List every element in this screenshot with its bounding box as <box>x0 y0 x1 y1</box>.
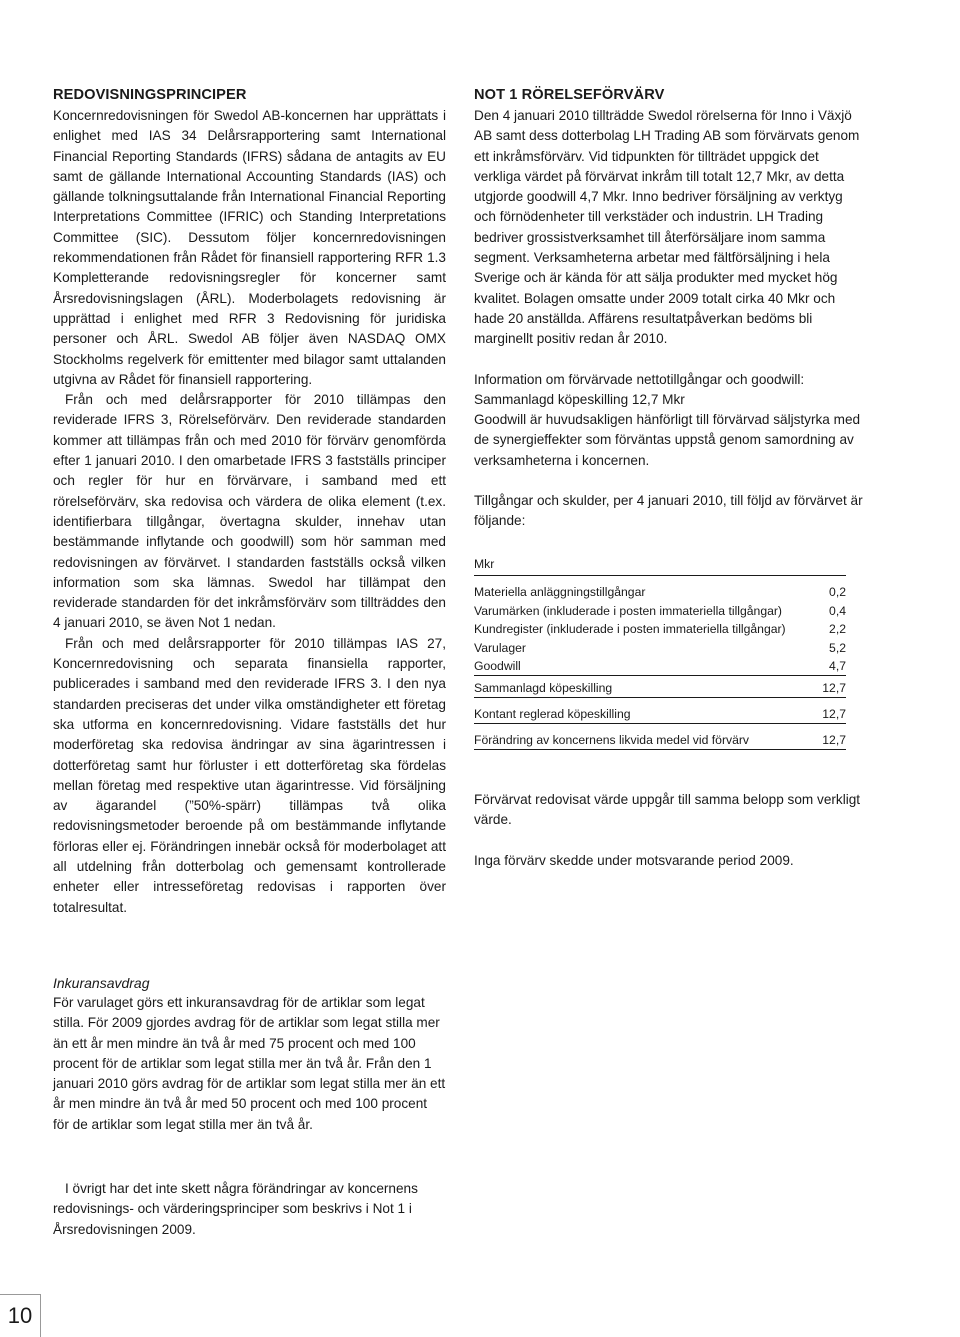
spacer <box>474 831 868 851</box>
table-row <box>474 601 846 620</box>
table-row <box>474 638 846 657</box>
table-change-row <box>474 728 846 750</box>
paragraph-fair-value: Förvärvat redovisat värde uppgår till samma belopp som verkligt värde. <box>474 792 861 828</box>
row-value: 0,2 <box>829 585 846 600</box>
cash-label: Kontant reglerad köpeskilling <box>474 707 631 722</box>
table-unit-header: Mkr <box>474 556 846 576</box>
paragraph-assets-intro: Tillgångar och skulder, per 4 januari 2010, till följd av förvärvet är följande: <box>474 493 863 529</box>
info-line-goodwill: Goodwill är huvudsakligen hänförligt till förvärvad säljstyrka med de synergieffekter som förväntas uppstå genom samordning av verksamheterna i koncernen. <box>474 412 861 468</box>
row-label: Materiella anläggningstillgångar <box>474 585 646 600</box>
info-line-heading: Information om förvärvade nettotillgångar och goodwill: <box>474 371 805 387</box>
change-value: 12,7 <box>822 733 846 748</box>
paragraph-not1-intro: Den 4 januari 2010 tillträdde Swedol rörelserna för Inno i Växjö AB samt dess dotterbolag LH Trading AB som förvärvats genom ett inkråmsförvärv. Vid tidpunkten för tillträdet uppgick det verkliga värdet på förvärvat inkråm till totalt 12,7 Mkr, av detta utgjorde goodwill 4,7 Mkr. Inno bedriver försäljning av verktyg och förnödenheter till verkstäder och industrin. LH Trading bedriver grossistverksamhet till återförsäljare inom samma segment. Verksamheterna arbetar med fältförsäljning i hela Sverige och är kända för att sälja produkter med mycket hög kvalitet. Bolagen omsatte under 2009 totalt cirka 40 Mkr och hade 20 anställda. Affärens resultatpåverkan bedöms bli marginellt positiv redan år 2010. <box>474 108 860 347</box>
paragraph-principles: Koncernredovisningen för Swedol AB-koncernen har upprättats i enlighet med IAS 34 Delårsrapportering samt International Financial Reporting Standards (IFRS) sådana de antagits av EU samt de gällande International Accounting Standards (IAS) och gällande tolkningsuttalande från International Financial Reporting Interpretations Committee (IFRIC) och Standing Interpretations Committee (SIC). Dessutom följer koncernredovisningen rekommendationen från Rådet för finansiell rapportering RFR 1.3 Kompletterande redovisningsregler för koncerner samt Årsredovisningslagen (ÅRL). Moderbolagets redovisning är upprättad i enlighet med RFR 3 Redovisning för juridiska personer och ÅRL. Swedol AB följer även NASDAQ OMX Stockholms regelverk för emittenter med bilagor samt uttalanden utgivna av Rådet för finansiell rapportering. <box>53 108 446 387</box>
paragraph-no-acquisitions-2009: Inga förvärv skedde under motsvarande period 2009. <box>474 852 794 868</box>
total-value: 12,7 <box>822 681 846 696</box>
table-row <box>474 583 846 602</box>
inkurans-block <box>53 973 446 1135</box>
table-cash-row <box>474 702 846 724</box>
spacer <box>474 750 868 770</box>
row-value: 2,2 <box>829 622 846 637</box>
paragraph-ifrs3: Från och med delårsrapporter för 2010 tillämpas den reviderade IFRS 3, Rörelseförvärv. Den reviderade standarden kommer att tillämpas från och med 2010 för förvärv genomförda efter 1 januari 2010. I den omarbetade IFRS 3 fastställs principer och regler för hur en förvärvare, i samband med ett rörelseförvärv, ska redovisa och värdera de olika element (t.ex. identifierbara tillgångar, övertagna skulder, innehav utan bestämmande inflytande och goodwill) som hör samman med redovisningen av förvärvet. I standarden fastställs också vilken information som ska lämnas. Swedol har tillämpat den reviderade standarden för det inkråmsförvärv som tillträddes den 4 januari 2010, se även Not 1 nedan. <box>53 392 446 631</box>
acquisition-table <box>474 556 846 751</box>
table-row <box>474 657 846 677</box>
info-line-purchase-price: Sammanlagd köpeskilling 12,7 Mkr <box>474 391 685 407</box>
row-label: Varulager <box>474 640 526 655</box>
paragraph-ias27: Från och med delårsrapporter för 2010 tillämpas IAS 27, Koncernredovisning och separata finansiella rapporter, publicerades i samband med den reviderade IFRS 3. I den nya standarden preciseras det under vilka omständigheter ett företag ska utforma en koncernredovisning. Vidare fastställs det hur moderföretag ska redovisa ändringar av sina ägarintressen i dotterföretag samt hur förluster i ett dotterföretag ska fördelas mellan företag med respektive utan ägarintresse. Vid försäljning av ägarandel (”50%-spärr) tillämpas två olika redovisningsmetoder beroende på om bestämmande inflytande förloras eller ej. Förändringen innebär också för moderbolaget att all utdelning från dotterbolag och gemensamt kontrollerade enheter eller intresseföretag redovisas i rapporten över totalresultat. <box>53 635 446 915</box>
row-label: Kundregister (inkluderade i posten immateriella tillgångar) <box>474 622 786 637</box>
left-column <box>53 85 446 918</box>
table-row <box>474 620 846 639</box>
total-label: Sammanlagd köpeskilling <box>474 681 613 696</box>
section-heading-not1: NOT 1 RÖRELSEFÖRVÄRV <box>474 87 665 103</box>
sub-heading-inkuransavdrag: Inkuransavdrag <box>53 975 150 991</box>
table-total-row <box>474 676 846 698</box>
paragraph-closing: I övrigt har det inte skett några förändringar av koncernens redovisnings- och värderingsprinciper som beskrivs i Not 1 i Årsredovisningen 2009. <box>53 1181 418 1237</box>
spacer <box>474 471 868 491</box>
row-value: 5,2 <box>829 640 846 655</box>
closing-block <box>53 1179 446 1240</box>
right-column <box>474 85 868 871</box>
spacer <box>474 350 868 370</box>
row-label: Goodwill <box>474 659 521 674</box>
change-label: Förändring av koncernens likvida medel vid förvärv <box>474 733 750 748</box>
row-label: Varumärken (inkluderade i posten immateriella tillgångar) <box>474 603 782 618</box>
paragraph-inkurans: För varulaget görs ett inkuransavdrag för de artiklar som legat stilla. För 2009 gjordes avdrag för de artiklar som legat stilla mer än ett år men mindre än två år med 75 procent och med 100 procent för de artiklar som legat stilla mer än två år. Från den 1 januari 2010 görs avdrag för de artiklar som legat stilla mer än ett år men mindre än två år med 50 procent och med 100 procent för de artiklar som legat stilla mer än två år. <box>53 995 446 1132</box>
row-value: 0,4 <box>829 603 846 618</box>
spacer <box>474 532 868 552</box>
section-heading-redovisningsprinciper: REDOVISNINGSPRINCIPER <box>53 87 247 103</box>
spacer <box>474 770 868 790</box>
cash-value: 12,7 <box>822 707 846 722</box>
row-value: 4,7 <box>829 659 846 674</box>
page-number: 10 <box>0 1294 41 1337</box>
